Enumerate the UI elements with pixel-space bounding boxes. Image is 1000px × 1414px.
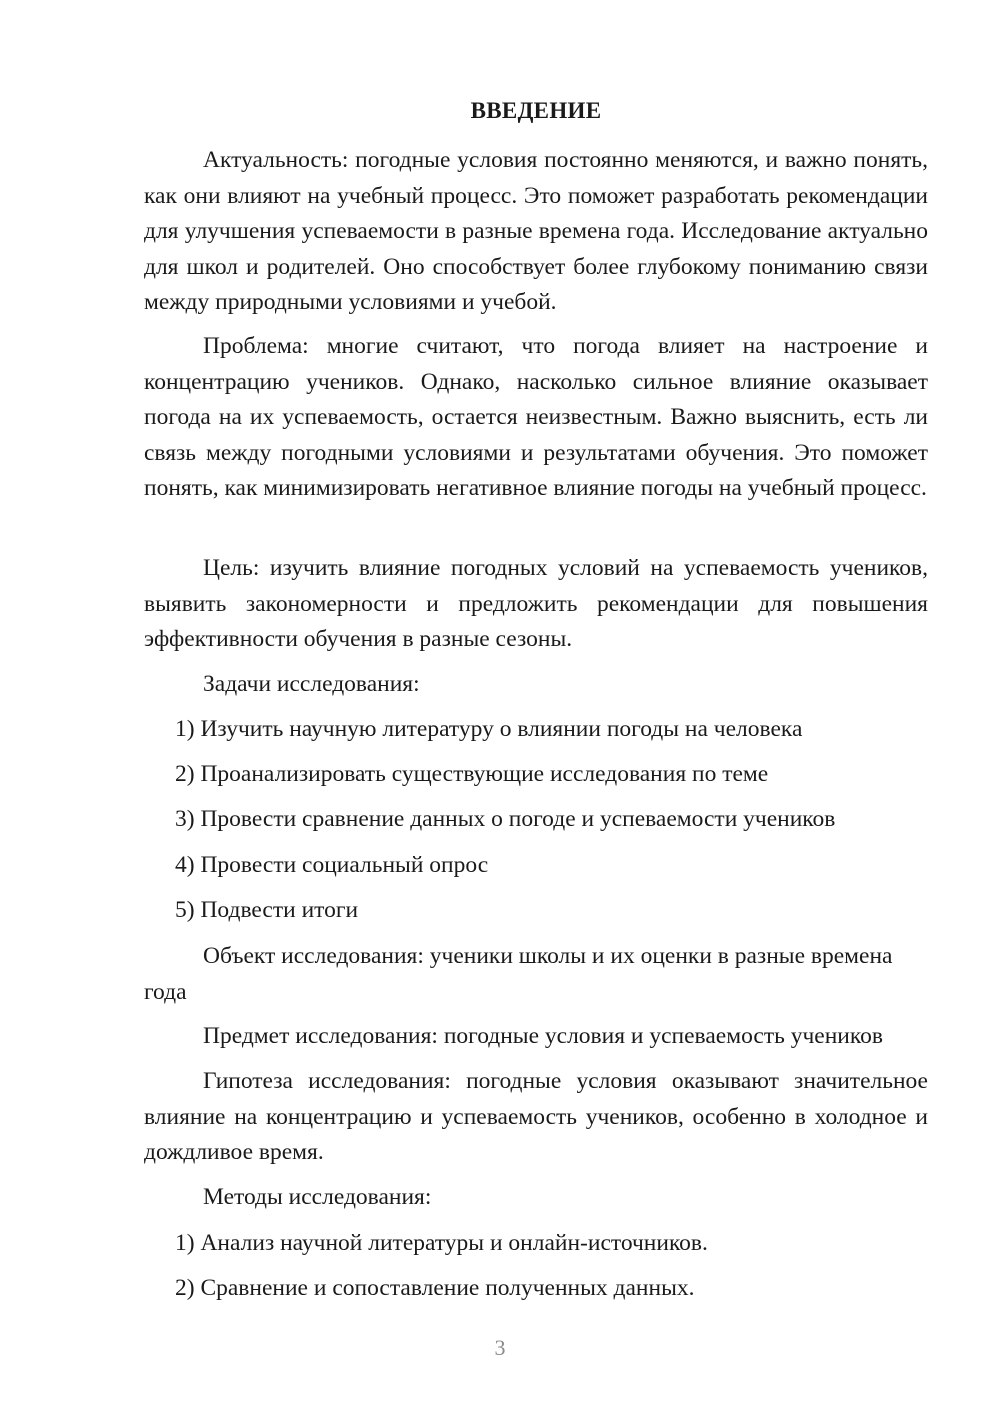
problem-paragraph: Проблема: многие считают, что погода влияет на настроение и концентрацию учеников. Однако, насколько сильное влияние оказывает погода на их успеваемость, остается неизвестным. Важно выяснить, есть ли связь между погодными условиями и результатами обучения. Это поможет понять, как минимизировать негативное влияние погоды на учебный процесс. [144, 333, 928, 501]
hypothesis-paragraph: Гипотеза исследования: погодные условия оказывают значительное влияние на концентрацию и успеваемость учеников, особенно в холодное и дождливое время. [144, 1068, 928, 1165]
subject-paragraph: Предмет исследования: погодные условия и успеваемость учеников [203, 1023, 883, 1049]
tasks-title: Задачи исследования: [203, 671, 420, 697]
task-item-1: 1) Изучить научную литературу о влиянии погоды на человека [175, 716, 803, 742]
methods-title: Методы исследования: [203, 1184, 432, 1210]
goal-paragraph: Цель: изучить влияние погодных условий на успеваемость учеников, выявить закономерности и предложить рекомендации для повышения эффективности обучения в разные сезоны. [144, 555, 928, 652]
method-item-2: 2) Сравнение и сопоставление полученных данных. [175, 1275, 695, 1301]
relevance-paragraph: Актуальность: погодные условия постоянно меняются, и важно понять, как они влияют на учебный процесс. Это поможет разработать рекомендации для улучшения успеваемости в разные времена года. Исследование актуально для школ и родителей. Оно способствует более глубокому пониманию связи между природными условиями и учебой. [144, 147, 928, 315]
task-item-5: 5) Подвести итоги [175, 897, 359, 923]
object-paragraph: Объект исследования: ученики школы и их оценки в разные времена года [144, 943, 893, 1005]
task-item-2: 2) Проанализировать существующие исследования по теме [175, 761, 769, 787]
page-number: 3 [494, 1335, 506, 1360]
section-heading: ВВЕДЕНИЕ [470, 98, 602, 123]
task-item-4: 4) Провести социальный опрос [175, 852, 489, 878]
method-item-1: 1) Анализ научной литературы и онлайн-источников. [175, 1230, 708, 1256]
task-item-3: 3) Провести сравнение данных о погоде и успеваемости учеников [175, 806, 836, 832]
